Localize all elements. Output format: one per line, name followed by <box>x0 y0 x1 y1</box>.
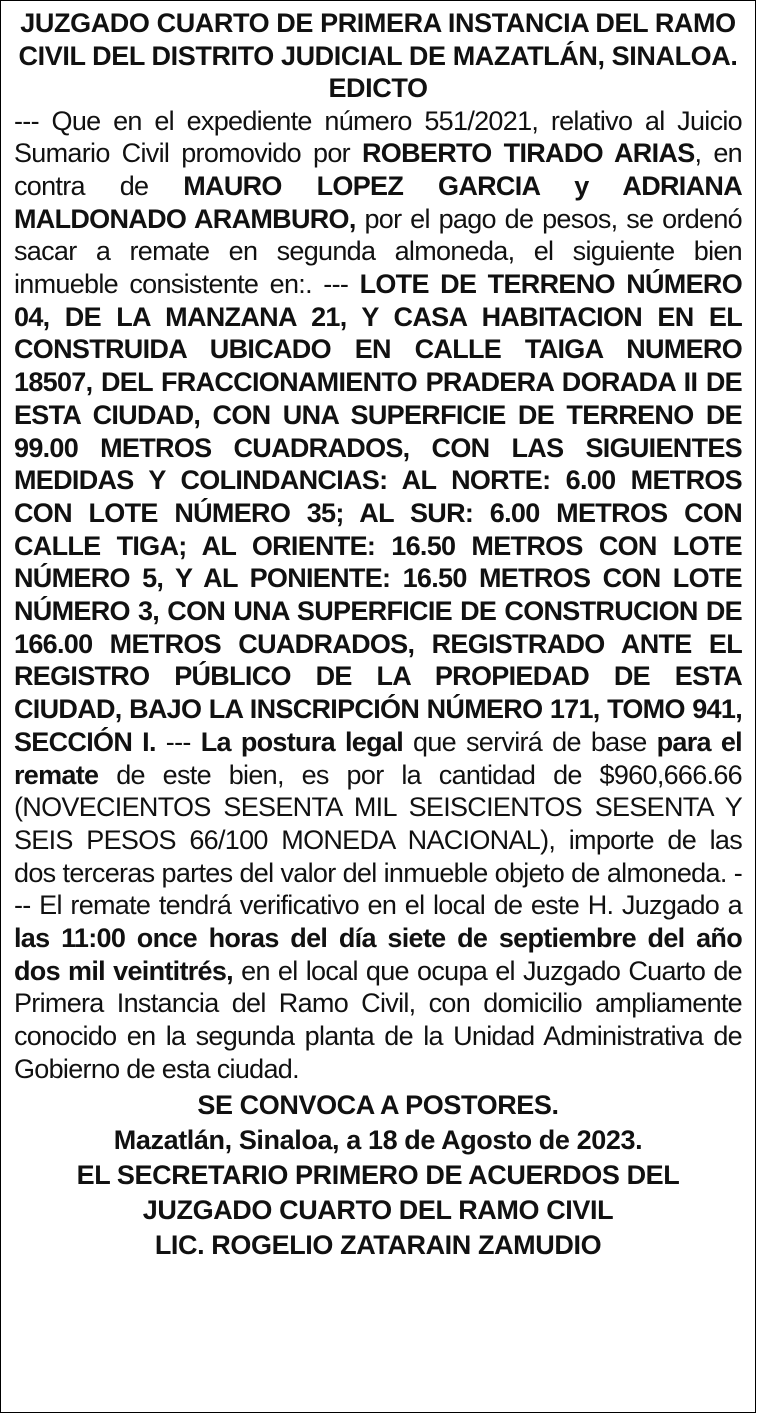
court-name-line-2: CIVIL DEL DISTRITO JUDICIAL DE MAZATLÁN, SINALOA. <box>18 40 738 71</box>
signatory-name: LIC. ROGELIO ZATARAIN ZAMUDIO <box>154 1229 602 1260</box>
plaintiff-name: ROBERTO TIRADO ARIAS <box>362 138 695 169</box>
legal-bid-label: La postura legal <box>200 726 403 757</box>
for-auction-label: para el remate <box>14 726 742 790</box>
body-text-3: por el pago de pesos, se ordenó sacar a remate en segunda almoneda, el siguiente bien inmueble consistente en:. --- <box>14 203 742 300</box>
notice-title: EDICTO <box>328 73 428 103</box>
body-text-5: que servirá de base <box>403 726 657 757</box>
body-text-6: de este bien, es por la cantidad de $960,666.66 (NOVECIENTOS SESENTA MIL SEISCIENTOS SESENTA Y SEIS PESOS 66/100 MONEDA NACIONAL), importe de las dos terceras partes del valor del inmueble objeto de almoneda. --- El remate tendrá verificativo en el local de este H. Juzgado a <box>14 759 742 921</box>
notice-header <box>14 7 742 105</box>
auction-date-time: las 11:00 once horas del día siete de septiembre del año dos mil veintitrés, <box>14 923 742 986</box>
court-name-line-1: JUZGADO CUARTO DE PRIMERA INSTANCIA DEL RAMO <box>20 8 736 38</box>
body-text-1: --- Que en el expediente número 551/2021, relativo al Juicio Sumario Civil promovido por <box>14 105 742 169</box>
signatory-title-line-1: EL SECRETARIO PRIMERO DE ACUERDOS DEL <box>76 1159 680 1190</box>
body-text-2: , en contra de <box>14 138 742 201</box>
signatory-title-line-2: JUZGADO CUARTO DEL RAMO CIVIL <box>142 1194 614 1225</box>
place-and-date: Mazatlán, Sinaloa, a 18 de Agosto de 2023. <box>113 1124 643 1155</box>
property-description: LOTE DE TERRENO NÚMERO 04, DE LA MANZANA 21, Y CASA HABITACION EN EL CONSTRUIDA UBICADO EN CALLE TAIGA NUMERO 18507, DEL FRACCIONAMIENTO PRADERA DORADA II DE ESTA CIUDAD, CON UNA SUPERFICIE DE TERRENO DE 99.00 METROS CUADRADOS, CON LAS SIGUIENTES MEDIDAS Y COLINDANCIAS: AL NORTE: 6.00 METROS CON LOTE NÚMERO 35; AL SUR: 6.00 METROS CON CALLE TIGA; AL ORIENTE: 16.50 METROS CON LOTE NÚMERO 5, Y AL PONIENTE: 16.50 METROS CON LOTE NÚMERO 3, CON UNA SUPERFICIE DE CONSTRUCION DE 166.00 METROS CUADRADOS, REGISTRADO ANTE EL REGISTRO PÚBLICO DE LA PROPIEDAD DE ESTA CIUDAD, BAJO LA INSCRIPCIÓN NÚMERO 171, TOMO 941, SECCIÓN I. <box>14 269 742 757</box>
notice-footer <box>14 1088 742 1263</box>
defendant-names: MAURO LOPEZ GARCIA y ADRIANA MALDONADO ARAMBURO, <box>14 170 742 234</box>
body-text-4: --- <box>155 726 201 757</box>
body-text-7: en el local que ocupa el Juzgado Cuarto de Primera Instancia del Ramo Civil, con domicilio ampliamente conocido en la segunda planta de la Unidad Administrativa de Gobierno de esta ciudad. <box>14 955 742 1084</box>
call-to-bidders: SE CONVOCA A POSTORES. <box>197 1089 559 1120</box>
notice-body <box>14 105 742 1086</box>
